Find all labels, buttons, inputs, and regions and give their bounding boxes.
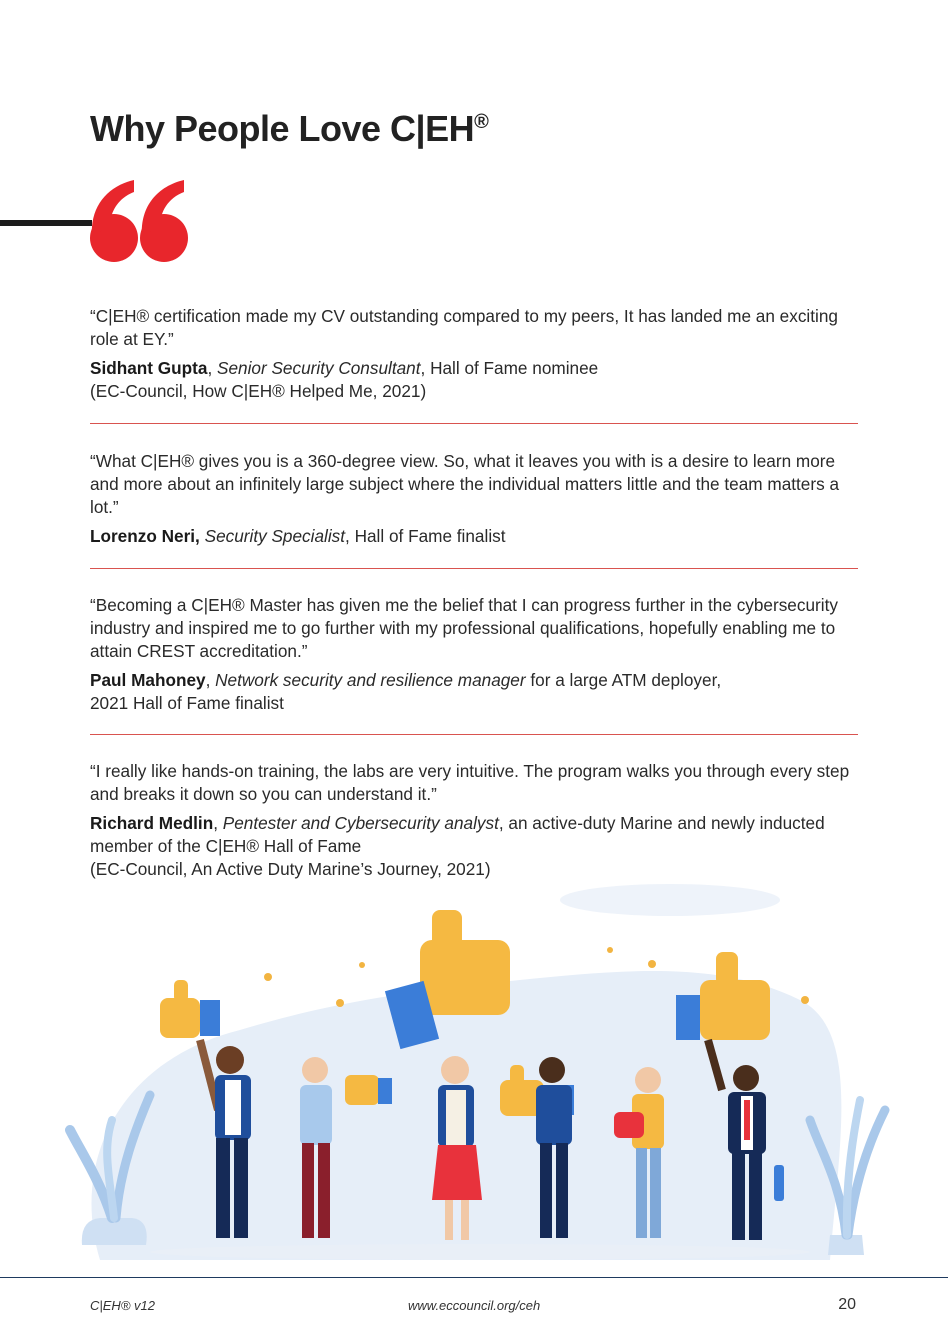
footer-url[interactable]: www.eccouncil.org/ceh [408,1298,541,1313]
testimonial-3 [90,594,850,715]
testimonial-attribution: Richard Medlin, Pentester and Cybersecurity analyst, an active-duty Marine and newly inducted member of the C|EH® Hall of Fame (EC-Council, An Active Duty Marine’s Journey, 2021) [90,813,825,879]
testimonial-role: Pentester and Cybersecurity analyst [222,813,499,833]
title-accent-rule [0,220,92,226]
testimonial-role: Security Specialist [204,526,346,546]
testimonial-source: (EC-Council, How C|EH® Helped Me, 2021) [90,381,427,401]
page-title: Why People Love C|EH® [90,108,489,149]
testimonial-quote: “Becoming a C|EH® Master has given me the belief that I can progress further in the cybersecurity industry and inspired me to go further with my professional qualifications, hopefully enabling me to attain CREST accreditation.” [90,595,838,661]
page-number: 20 [838,1296,856,1313]
quote-mark-icon [88,178,192,266]
testimonial-note: for a large ATM deployer, [525,670,722,690]
divider [90,734,858,735]
testimonial-source: 2021 Hall of Fame finalist [90,693,284,713]
testimonial-attribution: Paul Mahoney, Network security and resilience manager for a large ATM deployer, 2021 Hall of Fame finalist [90,670,722,713]
testimonial-name: Sidhant Gupta [90,358,208,378]
testimonial-note: , Hall of Fame nominee [420,358,599,378]
testimonial-quote: “C|EH® certification made my CV outstanding compared to my peers, It has landed me an exciting role at EY.” [90,306,838,349]
testimonial-name: Lorenzo Neri, [90,526,200,546]
testimonial-1 [90,305,850,403]
testimonial-attribution: Sidhant Gupta, Senior Security Consultant, Hall of Fame nominee (EC-Council, How C|EH® Helped Me, 2021) [90,358,599,401]
testimonial-role: Network security and resilience manager [215,670,526,690]
footer-rule [0,1277,948,1278]
divider [90,568,858,569]
testimonial-4 [90,760,850,881]
testimonial-name: Paul Mahoney [90,670,206,690]
testimonial-quote: “What C|EH® gives you is a 360-degree view. So, what it leaves you with is a desire to learn more and more about an infinitely large subject where the individual matters little and the team matters a lot.” [90,451,840,517]
testimonial-note: , Hall of Fame finalist [345,526,506,546]
testimonial-2 [90,450,850,548]
thumbs-up-people-illustration [40,880,910,1270]
testimonial-note: , an active-duty Marine and newly inducted member of the C|EH® Hall of Fame [90,813,825,856]
divider [90,423,858,424]
testimonial-name: Richard Medlin [90,813,214,833]
testimonial-attribution [90,525,850,548]
testimonial-source: (EC-Council, An Active Duty Marine’s Journey, 2021) [90,859,491,879]
testimonial-quote: “I really like hands-on training, the labs are very intuitive. The program walks you through every step and breaks it down so you can understand it.” [90,761,850,804]
testimonial-role: Senior Security Consultant [217,358,421,378]
footer-product: C|EH® v12 [90,1298,155,1313]
